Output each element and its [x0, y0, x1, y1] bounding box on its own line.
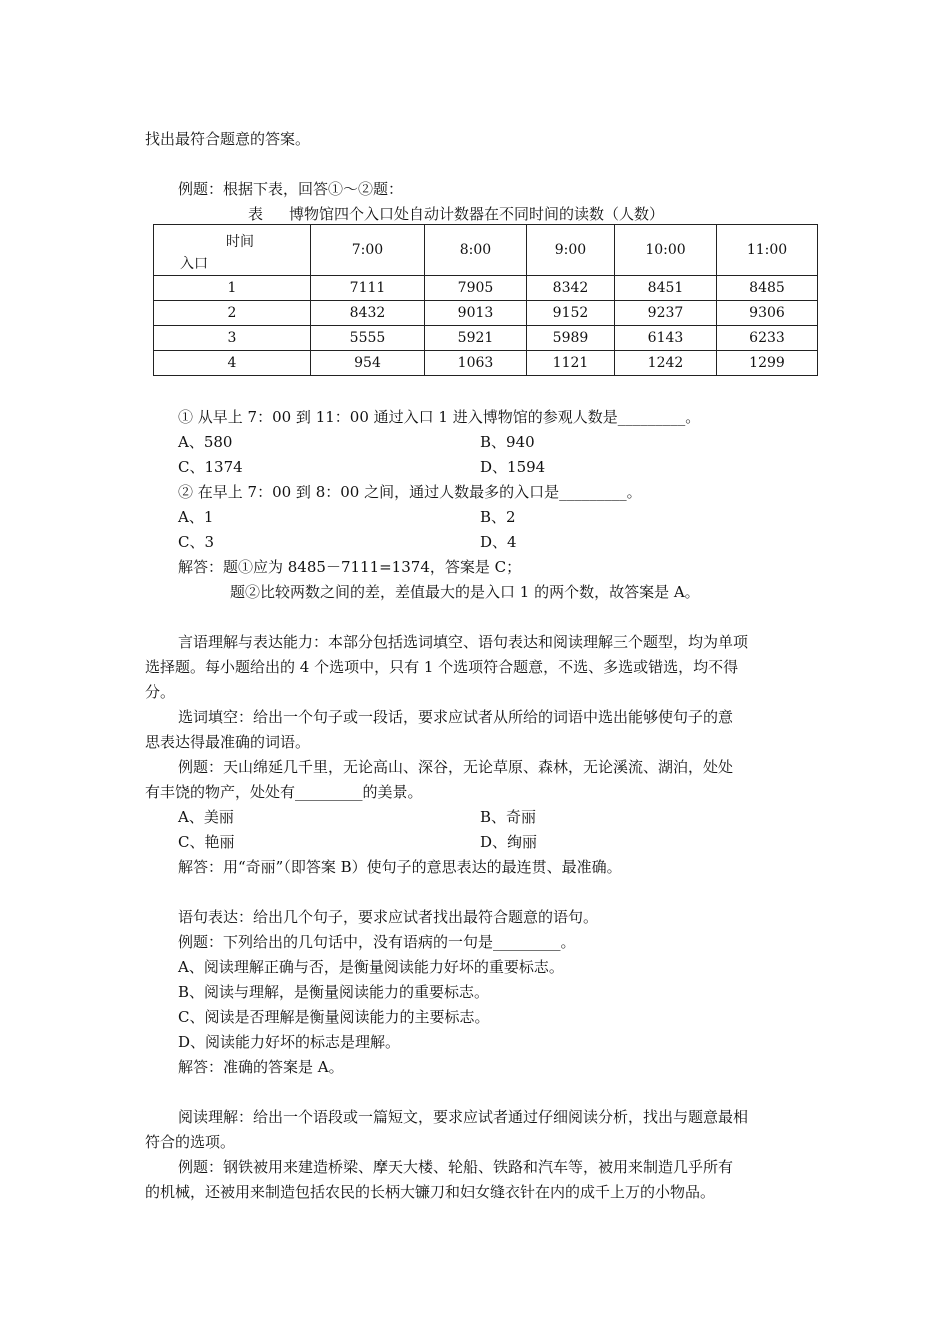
museum-counter-table	[153, 224, 818, 376]
sentence-option-d: D、阅读能力好坏的标志是理解。	[178, 1033, 401, 1051]
table-caption	[248, 203, 664, 224]
table-row	[154, 351, 818, 376]
fill-option-c: C、艳丽	[178, 833, 235, 851]
table-caption-prefix: 表	[248, 205, 264, 223]
table-row	[154, 276, 818, 301]
count-cell: 1299	[717, 351, 818, 376]
header-time: 9:00	[527, 225, 615, 276]
q1-option-b: B、940	[480, 433, 535, 451]
answer-2: 题②比较两数之间的差，差值最大的是入口 1 的两个数，故答案是 A。	[230, 583, 700, 601]
count-cell: 8451	[615, 276, 717, 301]
sentence-desc: 语句表达：给出几个句子，要求应试者找出最符合题意的语句。	[178, 908, 599, 926]
corner-entry-label: 入口	[180, 256, 208, 272]
count-cell: 6143	[615, 326, 717, 351]
fill-option-a: A、美丽	[178, 808, 234, 826]
count-cell: 9013	[425, 301, 527, 326]
count-cell: 954	[311, 351, 425, 376]
count-cell: 5555	[311, 326, 425, 351]
q2-option-c: C、3	[178, 533, 215, 551]
q1-option-c: C、1374	[178, 458, 243, 476]
fill-option-b: B、奇丽	[480, 808, 537, 826]
reading-desc-line-1: 阅读理解：给出一个语段或一篇短文，要求应试者通过仔细阅读分析，找出与题意最相	[178, 1108, 749, 1126]
count-cell: 8432	[311, 301, 425, 326]
count-cell: 6233	[717, 326, 818, 351]
fill-example-line-1: 例题：天山绵延几千里，无论高山、深谷，无论草原、森林，无论溪流、湖泊，处处	[178, 758, 734, 776]
entry-cell: 3	[154, 326, 311, 351]
sentence-example: 例题：下列给出的几句话中，没有语病的一句是_________。	[178, 933, 576, 951]
entry-cell: 4	[154, 351, 311, 376]
q1-option-d: D、1594	[480, 458, 546, 476]
entry-cell: 1	[154, 276, 311, 301]
fill-desc-line-2: 思表达得最准确的词语。	[145, 733, 311, 751]
reading-example-line-1: 例题：钢铁被用来建造桥梁、摩天大楼、轮船、铁路和汽车等，被用来制造几乎所有	[178, 1158, 734, 1176]
question-1: ① 从早上 7：00 到 11：00 通过入口 1 进入博物馆的参观人数是_________。	[178, 408, 701, 426]
example-lead: 例题：根据下表，回答①～②题：	[178, 180, 404, 198]
sentence-option-a: A、阅读理解正确与否，是衡量阅读能力好坏的重要标志。	[178, 958, 564, 976]
count-cell: 5989	[527, 326, 615, 351]
count-cell: 1242	[615, 351, 717, 376]
question-2: ② 在早上 7：00 到 8：00 之间，通过人数最多的入口是_________。	[178, 483, 642, 501]
count-cell: 8342	[527, 276, 615, 301]
sentence-answer: 解答：准确的答案是 A。	[178, 1058, 344, 1076]
header-time: 10:00	[615, 225, 717, 276]
table-caption-text: 博物馆四个入口处自动计数器在不同时间的读数（人数）	[289, 205, 665, 223]
q2-option-b: B、2	[480, 508, 516, 526]
verbal-intro-line-3: 分。	[145, 683, 176, 701]
entry-cell: 2	[154, 301, 311, 326]
header-time: 8:00	[425, 225, 527, 276]
corner-time-label: 时间	[226, 234, 254, 250]
sentence-option-c: C、阅读是否理解是衡量阅读能力的主要标志。	[178, 1008, 490, 1026]
sentence-option-b: B、阅读与理解，是衡量阅读能力的重要标志。	[178, 983, 490, 1001]
table-row	[154, 301, 818, 326]
header-time: 11:00	[717, 225, 818, 276]
count-cell: 7905	[425, 276, 527, 301]
verbal-intro-line-2: 选择题。每小题给出的 4 个选项中，只有 1 个选项符合题意，不选、多选或错选，均不得	[145, 658, 739, 676]
reading-example-line-2: 的机械，还被用来制造包括农民的长柄大镰刀和妇女缝衣针在内的成千上万的小物品。	[145, 1183, 716, 1201]
fill-answer: 解答：用“奇丽”（即答案 B）使句子的意思表达的最连贯、最准确。	[178, 858, 622, 876]
table-corner-cell	[154, 225, 311, 276]
count-cell: 5921	[425, 326, 527, 351]
header-time: 7:00	[311, 225, 425, 276]
count-cell: 1121	[527, 351, 615, 376]
intro-text: 找出最符合题意的答案。	[145, 130, 311, 148]
verbal-intro-line-1: 言语理解与表达能力：本部分包括选词填空、语句表达和阅读理解三个题型，均为单项	[178, 633, 749, 651]
reading-desc-line-2: 符合的选项。	[145, 1133, 236, 1151]
count-cell: 1063	[425, 351, 527, 376]
count-cell: 7111	[311, 276, 425, 301]
table-header-row	[154, 225, 818, 276]
fill-option-d: D、绚丽	[480, 833, 538, 851]
table-row	[154, 326, 818, 351]
count-cell: 8485	[717, 276, 818, 301]
answer-1: 解答：题①应为 8485－7111=1374，答案是 C；	[178, 558, 522, 576]
fill-example-line-2: 有丰饶的物产，处处有_________的美景。	[145, 783, 423, 801]
count-cell: 9306	[717, 301, 818, 326]
q2-option-d: D、4	[480, 533, 517, 551]
fill-desc-line-1: 选词填空：给出一个句子或一段话，要求应试者从所给的词语中选出能够使句子的意	[178, 708, 734, 726]
count-cell: 9237	[615, 301, 717, 326]
q2-option-a: A、1	[178, 508, 214, 526]
q1-option-a: A、580	[178, 433, 233, 451]
count-cell: 9152	[527, 301, 615, 326]
